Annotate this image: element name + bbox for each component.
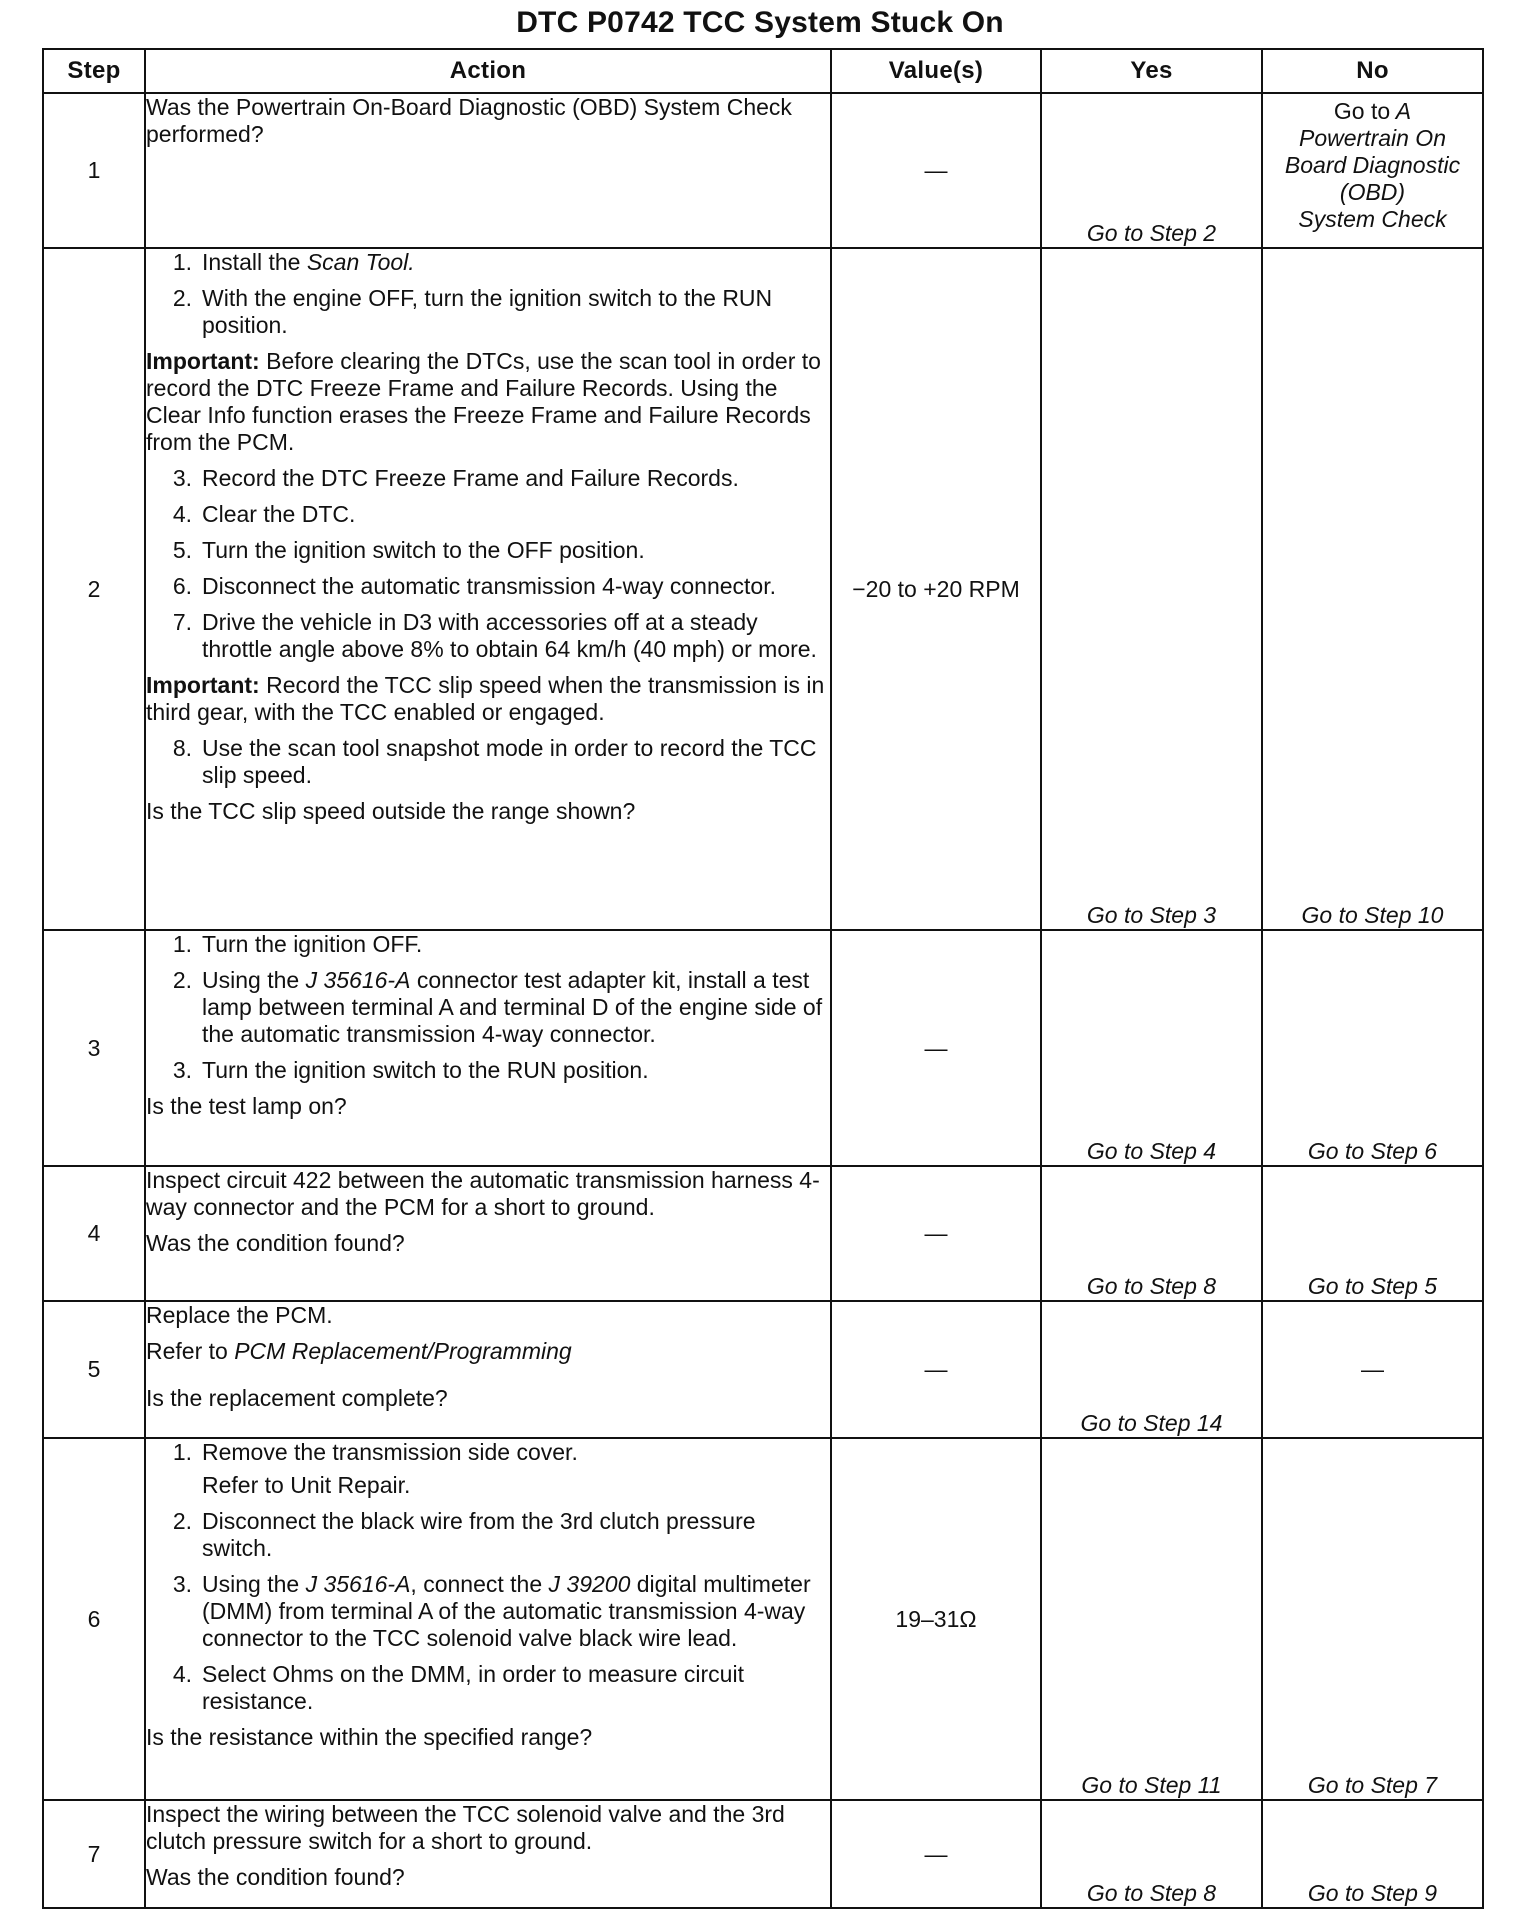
- question: Was the condition found?: [146, 1864, 405, 1890]
- step-number: 6: [43, 1438, 145, 1800]
- list-item: 1. Turn the ignition OFF.: [172, 931, 423, 957]
- action-cell: [145, 1166, 831, 1301]
- question: Is the test lamp on?: [146, 1093, 347, 1119]
- yes-cell: Go to Step 2: [1041, 93, 1262, 248]
- action-cell: [145, 930, 831, 1166]
- table-row: [43, 930, 1483, 1166]
- instruction-text: Inspect the wiring between the TCC solenoid valve and the 3rd clutch pressure switch for a short to ground.: [146, 1801, 785, 1854]
- value-cell: 19–31Ω: [831, 1438, 1041, 1800]
- step-number: 4: [43, 1166, 145, 1301]
- value-cell: —: [831, 930, 1041, 1166]
- list-item: 4. Clear the DTC.: [172, 501, 356, 527]
- step-number: 7: [43, 1800, 145, 1908]
- instruction-text: Replace the PCM.: [146, 1302, 333, 1328]
- no-cell: Go to Step 10: [1262, 248, 1483, 930]
- page-title: DTC P0742 TCC System Stuck On: [516, 6, 1004, 39]
- action-cell: [145, 93, 831, 248]
- question: Is the TCC slip speed outside the range shown?: [146, 798, 636, 824]
- action-cell: [145, 1800, 831, 1908]
- list-item: 7. Drive the vehicle in D3 with accessories off at a steady throttle angle above 8% to obtain 64 km/h (40 mph) or more.: [172, 609, 817, 662]
- header-values: Value(s): [831, 49, 1041, 93]
- no-link-line: (OBD): [1339, 179, 1406, 205]
- value-cell: —: [831, 93, 1041, 248]
- question: Is the resistance within the specified range?: [146, 1724, 593, 1750]
- no-cell: Go to Step 5: [1262, 1166, 1483, 1301]
- question: Was the condition found?: [146, 1230, 405, 1256]
- yes-cell: Go to Step 14: [1041, 1301, 1262, 1438]
- step-number: 5: [43, 1301, 145, 1438]
- no-link-line: Board Diagnostic: [1284, 152, 1461, 178]
- table-row: [43, 93, 1483, 248]
- important-note: Important: Record the TCC slip speed when the transmission is in third gear, with the TCC enabled or engaged.: [146, 672, 825, 725]
- step-number: 2: [43, 248, 145, 930]
- value-cell: −20 to +20 RPM: [831, 248, 1041, 930]
- value-cell: —: [831, 1301, 1041, 1438]
- yes-cell: Go to Step 8: [1041, 1166, 1262, 1301]
- yes-cell: Go to Step 8: [1041, 1800, 1262, 1908]
- no-cell: Go to Step 9: [1262, 1800, 1483, 1908]
- diagnostic-table: [42, 48, 1484, 1909]
- table-row: [43, 1438, 1483, 1800]
- list-item: 4. Select Ohms on the DMM, in order to measure circuit resistance.: [172, 1661, 744, 1714]
- action-cell: [145, 248, 831, 930]
- question: Is the replacement complete?: [146, 1385, 448, 1411]
- yes-cell: Go to Step 4: [1041, 930, 1262, 1166]
- action-cell: [145, 1438, 831, 1800]
- header-action: Action: [145, 49, 831, 93]
- instruction-text: Inspect circuit 422 between the automatic transmission harness 4-way connector and the PCM for a short to ground.: [146, 1167, 820, 1220]
- list-item: 5. Turn the ignition switch to the OFF position.: [172, 537, 645, 563]
- list-item: 3. Record the DTC Freeze Frame and Failure Records.: [172, 465, 739, 491]
- important-note: Important: Before clearing the DTCs, use the scan tool in order to record the DTC Freeze Frame and Failure Records. Using the Clear Info function erases the Freeze Frame and Failure Records from the PCM.: [146, 348, 821, 455]
- table-row: [43, 1800, 1483, 1908]
- header-step: Step: [43, 49, 145, 93]
- header-no: No: [1262, 49, 1483, 93]
- value-cell: —: [831, 1800, 1041, 1908]
- no-link-line: System Check: [1298, 206, 1447, 232]
- no-link-line: A: [1395, 98, 1412, 124]
- refer-text: Refer to PCM Replacement/Programming: [146, 1338, 572, 1364]
- no-cell: —: [1262, 1301, 1483, 1438]
- list-item: 2. With the engine OFF, turn the ignition switch to the RUN position.: [172, 285, 773, 338]
- no-cell: [1262, 93, 1483, 248]
- table-row: [43, 1166, 1483, 1301]
- table-row: [43, 1301, 1483, 1438]
- list-item: 6. Disconnect the automatic transmission 4-way connector.: [172, 573, 776, 599]
- question: Was the Powertrain On-Board Diagnostic (OBD) System Check performed?: [146, 94, 792, 147]
- refer-text: Refer to Unit Repair.: [202, 1472, 411, 1498]
- list-item: 3. Using the J 35616-A, connect the J 39200 digital multimeter (DMM) from terminal A of the automatic transmission 4-way connector to the TCC solenoid valve black wire lead.: [172, 1571, 811, 1651]
- header-yes: Yes: [1041, 49, 1262, 93]
- table-row: [43, 248, 1483, 930]
- no-link-line: Powertrain On: [1298, 125, 1446, 151]
- action-cell: [145, 1301, 831, 1438]
- yes-cell: Go to Step 11: [1041, 1438, 1262, 1800]
- list-item: 2. Using the J 35616-A connector test adapter kit, install a test lamp between terminal A and terminal D of the engine side of the automatic transmission 4-way connector.: [172, 967, 823, 1047]
- no-cell: Go to Step 7: [1262, 1438, 1483, 1800]
- step-number: 1: [43, 93, 145, 248]
- list-item: 8. Use the scan tool snapshot mode in order to record the TCC slip speed.: [172, 735, 817, 788]
- step-number: 3: [43, 930, 145, 1166]
- value-cell: —: [831, 1166, 1041, 1301]
- list-item: 2. Disconnect the black wire from the 3rd clutch pressure switch.: [172, 1508, 756, 1561]
- list-item: 1. Remove the transmission side cover.: [172, 1439, 578, 1465]
- no-cell: Go to Step 6: [1262, 930, 1483, 1166]
- list-item: 3. Turn the ignition switch to the RUN position.: [172, 1057, 649, 1083]
- table-header-row: [43, 49, 1483, 93]
- no-prefix: Go to: [1333, 98, 1391, 124]
- list-item: 1. Install the Scan Tool.: [172, 249, 415, 275]
- yes-cell: Go to Step 3: [1041, 248, 1262, 930]
